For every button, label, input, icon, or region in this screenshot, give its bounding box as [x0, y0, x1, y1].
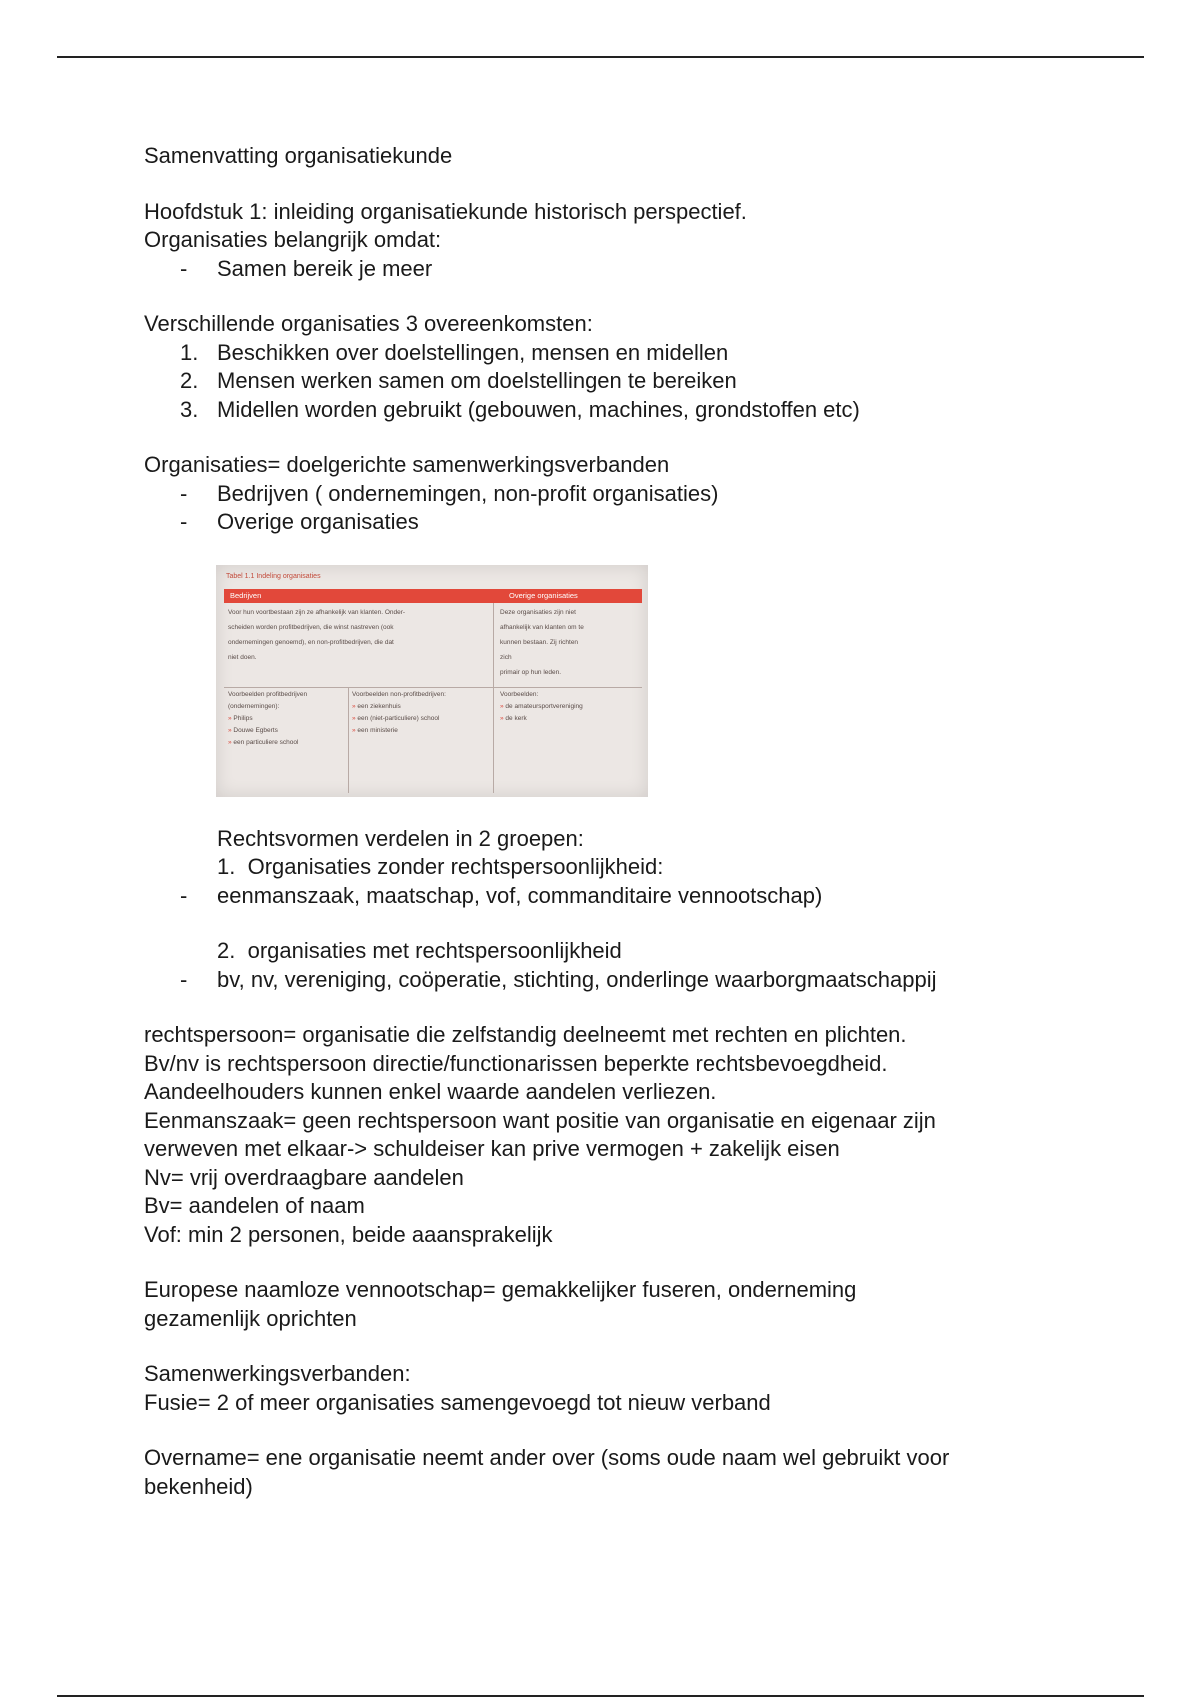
footer-rule [57, 1695, 1144, 1697]
list-item: - eenmanszaak, maatschap, vof, commanditaire vennootschap) [180, 882, 823, 908]
list-item: 3. Midellen worden gebruikt (gebouwen, machines, grondstoffen etc) [180, 396, 860, 422]
intro-line: Organisaties belangrijk omdat: [144, 227, 442, 252]
paragraph-europese-nv: Europese naamloze vennootschap= gemakkelijker fuseren, onderneming gezamenlijk oprichten [144, 1277, 857, 1331]
list-item: 1. Beschikken over doelstellingen, mensen en midellen [180, 339, 729, 365]
table-photo [216, 565, 648, 797]
rechtsvormen-title: Rechtsvormen verdelen in 2 groepen: [217, 825, 584, 851]
definition-title: Organisaties= doelgerichte samenwerkingsverbanden [144, 452, 670, 477]
figure-right-text: Deze organisaties zijn niet afhankelijk van klanten om te kunnen bestaan. Zij richten zich primair op hun leden. [500, 608, 584, 676]
figure-header-band: Bedrijven Overige organisaties [224, 589, 642, 603]
figure-caption: Tabel 1.1 Indeling organisaties [226, 572, 321, 580]
figure-nonprofit-examples: Voorbeelden non-profitbedrijven: » een ziekenhuis » een (niet-particuliere) school » een ministerie [352, 690, 446, 734]
doc-title: Samenvatting organisatiekunde [144, 143, 453, 168]
paragraph-rechtspersoon: rechtspersoon= organisatie die zelfstandig deelneemt met rechten en plichten. Bv/nv is rechtspersoon directie/functionarissen beperkte rechtsbevoegdheid. Aandeelhouders kunnen enkel waarde aandelen verliezen. Eenmanszaak= geen rechtspersoon want positie van organisatie en eigenaar zijn verweven met elkaar-> schuldeiser kan prive vermogen + zakelijk eisen Nv= vrij overdraagbare aandelen Bv= aandelen of naam Vof: min 2 personen, beide aaansprakelijk [144, 1022, 936, 1247]
document-body [144, 142, 1044, 1501]
paragraph-overname: Overname= ene organisatie neemt ander over (soms oude naam wel gebruikt voor bekenheid) [144, 1445, 950, 1499]
overeenkomsten-title: Verschillende organisaties 3 overeenkomsten: [144, 311, 593, 336]
header-rule [57, 56, 1144, 58]
list-item: 2. Mensen werken samen om doelstellingen te bereiken [180, 368, 737, 393]
figure-profit-examples: Voorbeelden profitbedrijven (ondernemingen): » Philips » Douwe Egberts » een particuliere school [228, 690, 308, 746]
figure-left-text: Voor hun voortbestaan zijn ze afhankelijk van klanten. Onder- scheiden worden profitbedrijven, die winst nastreven (ook ondernemingen genoemd), en non-profitbedrijven, die dat niet doen. [228, 608, 406, 661]
paragraph-samenwerking: Samenwerkingsverbanden: Fusie= 2 of meer organisaties samengevoegd tot nieuw verband [144, 1361, 771, 1415]
list-item: - bv, nv, vereniging, coöperatie, stichting, onderlinge waarborgmaatschappij [180, 966, 937, 992]
rechtsvormen-group-1: 1. Organisaties zonder rechtspersoonlijkheid: [217, 854, 664, 879]
chapter-heading: Hoofdstuk 1: inleiding organisatiekunde historisch perspectief. [144, 198, 747, 224]
list-item: - Overige organisaties [180, 509, 419, 534]
figure-other-examples: Voorbeelden: » de amateursportvereniging » de kerk [500, 690, 583, 722]
rechtsvormen-group-2: 2. organisaties met rechtspersoonlijkheid [217, 938, 622, 963]
list-item: - Samen bereik je meer [180, 255, 433, 281]
list-item: - Bedrijven ( ondernemingen, non-profit organisaties) [180, 480, 719, 506]
